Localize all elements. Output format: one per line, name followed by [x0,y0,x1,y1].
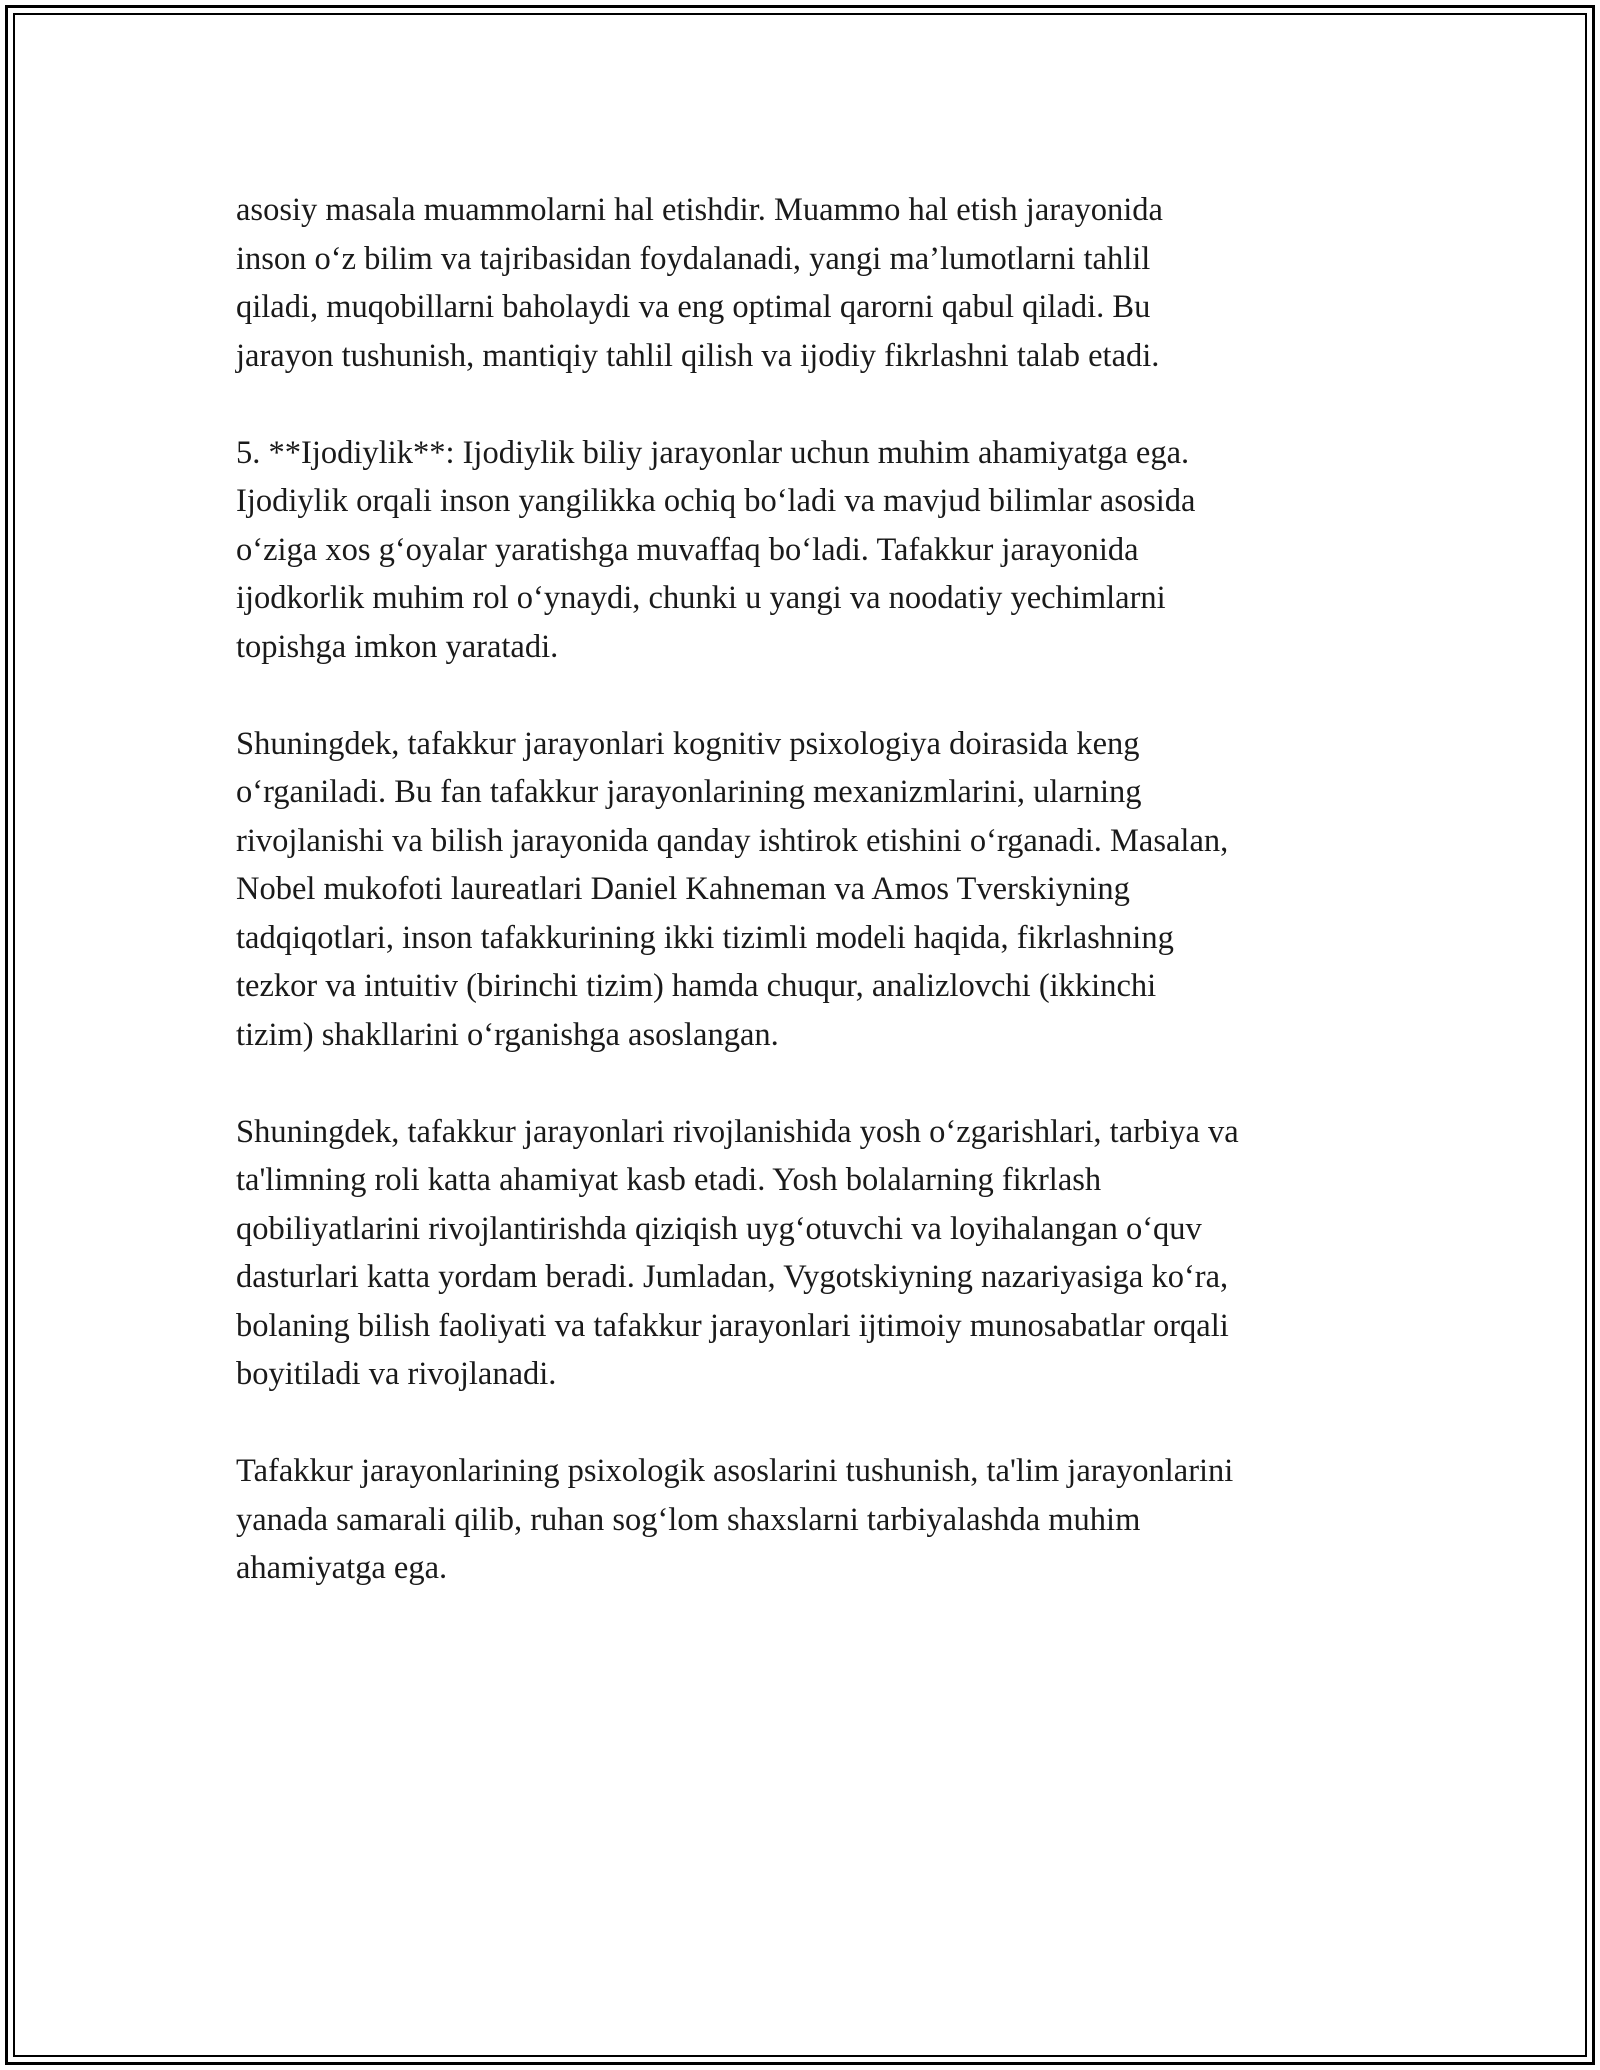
text-line: Tafakkur jarayonlarining psixologik asoslarini tushunish, ta'lim jarayonlarini [236,1453,1234,1489]
text-line: dasturlari katta yordam beradi. Jumladan, Vygotskiyning nazariyasiga ko‘ra, [236,1259,1229,1295]
text-line: yanada samarali qilib, ruhan sog‘lom shaxslarni tarbiyalashda muhim [236,1501,1141,1538]
text-line: jarayon tushunish, mantiqiy tahlil qilish va ijodiy fikrlashni talab etadi. [236,337,1160,374]
text-line: ta'limning roli katta ahamiyat kasb etadi. Yosh bolalarning fikrlash [236,1162,1102,1198]
text-line: Shuningdek, tafakkur jarayonlari rivojlanishida yosh o‘zgarishlari, tarbiya va [236,1113,1239,1150]
text-line: o‘ziga xos g‘oyalar yaratishga muvaffaq bo‘ladi. Tafakkur jarayonida [236,531,1139,568]
text-line: inson o‘z bilim va tajribasidan foydalanadi, yangi ma’lumotlarni tahlil [236,240,1151,277]
text-line: Nobel mukofoti laureatlari Daniel Kahneman va Amos Tverskiyning [236,871,1130,907]
paragraph-cognitive-psychology [236,720,1386,1060]
text-line: o‘rganiladi. Bu fan tafakkur jarayonlarining mexanizmlarini, ularning [236,774,1142,810]
paragraph-problem-solving [236,186,1386,380]
text-line: qiladi, muqobillarni baholaydi va eng optimal qarorni qabul qiladi. Bu [236,289,1151,325]
text-line: tezkor va intuitiv (birinchi tizim) hamda chuqur, analizlovchi (ikkinchi [236,968,1157,1004]
text-line: asosiy masala muammolarni hal etishdir. Muammo hal etish jarayonida [236,192,1163,228]
text-line: topishga imkon yaratadi. [236,628,559,665]
text-line: rivojlanishi va bilish jarayonida qanday ishtirok etishini o‘rganadi. Masalan, [236,822,1229,859]
text-line: boyitiladi va rivojlanadi. [236,1356,557,1392]
text-line: ijodkorlik muhim rol o‘ynaydi, chunki u yangi va noodatiy yechimlarni [236,580,1166,616]
text-line: bolaning bilish faoliyati va tafakkur jarayonlari ijtimoiy munosabatlar orqali [236,1307,1229,1344]
document-body [236,186,1386,1641]
text-line: Ijodiylik orqali inson yangilikka ochiq bo‘ladi va mavjud bilimlar asosida [236,483,1196,519]
text-line: tadqiqotlari, inson tafakkurining ikki tizimli modeli haqida, fikrlashning [236,919,1174,956]
text-line: ahamiyatga ega. [236,1550,448,1586]
text-line: qobiliyatlarini rivojlantirishda qiziqish uyg‘otuvchi va loyihalangan o‘quv [236,1210,1202,1247]
paragraph-age-development [236,1108,1386,1399]
text-line: 5. **Ijodiylik**: Ijodiylik biliy jarayonlar uchun muhim ahamiyatga ega. [236,434,1190,471]
text-line: tizim) shakllarini o‘rganishga asoslangan. [236,1016,779,1053]
paragraph-creativity [236,429,1386,672]
text-line: Shuningdek, tafakkur jarayonlari kognitiv psixologiya doirasida keng [236,725,1140,762]
paragraph-conclusion [236,1447,1386,1593]
